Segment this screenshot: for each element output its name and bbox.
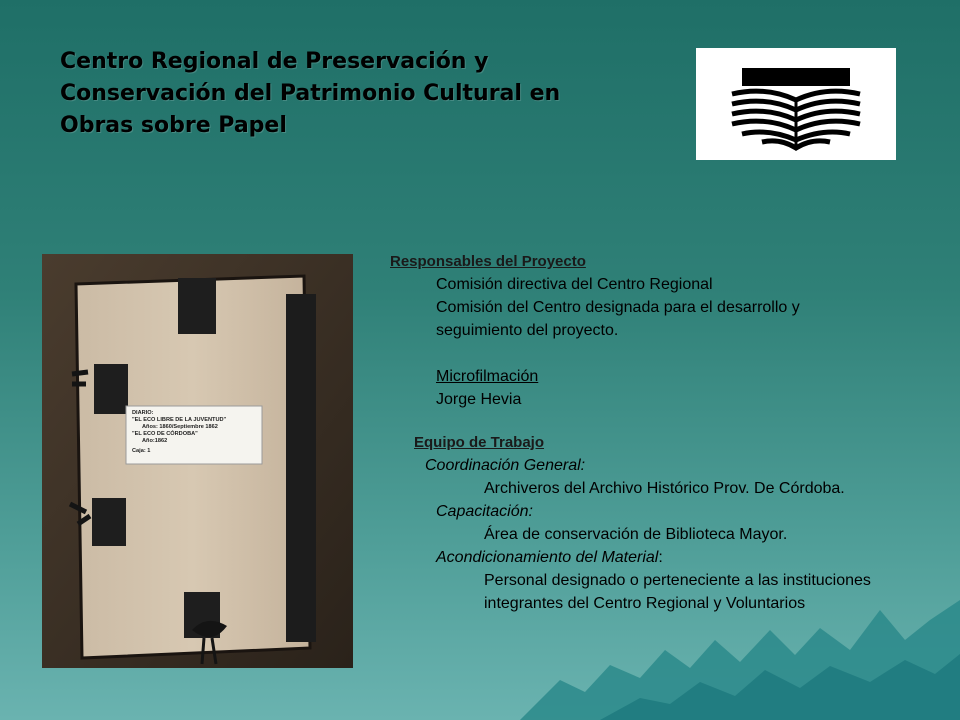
coordinacion-label: Coordinación General: [425, 457, 586, 474]
capacitacion-value: Área de conservación de Biblioteca Mayor. [484, 526, 788, 543]
logo [696, 48, 896, 160]
folder-label [132, 410, 262, 455]
title-line: Obras sobre Papel [60, 113, 287, 138]
page-title [60, 46, 620, 142]
coordinacion-value: Archiveros del Archivo Histórico Prov. De Córdoba. [484, 480, 845, 497]
acondicionamiento-value: Personal designado o perteneciente a las instituciones [484, 572, 871, 589]
title-line: Centro Regional de Preservación y [60, 49, 489, 74]
archive-folder-photo [42, 254, 353, 668]
label-line: DIARIO: [132, 410, 154, 416]
microfilm-heading: Microfilmación [436, 368, 539, 385]
label-line: Años: 1860/Septiembre 1862 [142, 424, 218, 430]
capacitacion-label: Capacitación: [436, 503, 533, 520]
acondicionamiento-colon: : [658, 549, 663, 566]
label-line: Caja: 1 [132, 448, 151, 454]
label-line: "EL ECO DE CÓRDOBA" [132, 431, 198, 437]
open-book-icon [696, 48, 896, 160]
responsables-item: Comisión directiva del Centro Regional [436, 276, 713, 293]
responsables-item: Comisión del Centro designada para el desarrollo y [436, 299, 800, 316]
microfilm-name: Jorge Hevia [436, 391, 522, 408]
acondicionamiento-label [436, 546, 663, 569]
equipo-heading: Equipo de Trabajo [414, 434, 545, 451]
label-line: "EL ECO LIBRE DE LA JUVENTUD" [132, 417, 227, 423]
acondicionamiento-label-text: Acondicionamiento del Material [436, 549, 659, 566]
responsables-heading: Responsables del Proyecto [390, 253, 586, 270]
title-line: Conservación del Patrimonio Cultural en [60, 81, 561, 106]
responsables-item: seguimiento del proyecto. [436, 322, 619, 339]
label-line: Año:1862 [142, 438, 168, 444]
folder-image [42, 254, 353, 668]
acondicionamiento-value: integrantes del Centro Regional y Voluntarios [484, 595, 806, 612]
